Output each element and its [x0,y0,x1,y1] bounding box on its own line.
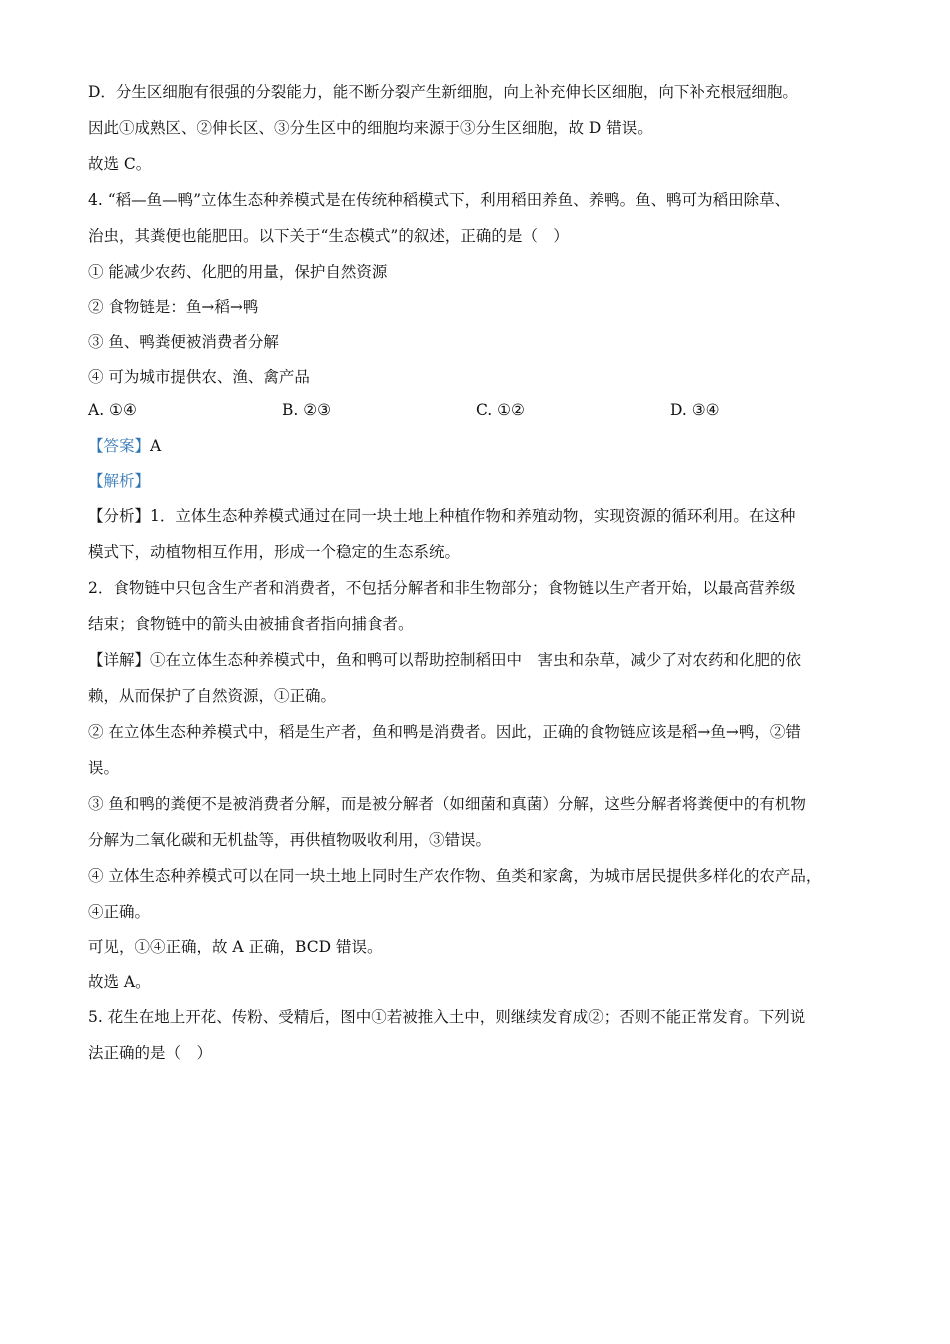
question-5-stem: 法正确的是（ ） [88,1044,213,1062]
text-line: ③ 鱼和鸭的粪便不是被消费者分解，而是被分解者（如细菌和真菌）分解，这些分解者将粪便中的有机物 [88,795,806,813]
text-line: 故选 C。 [88,155,152,173]
text-line: 赖，从而保护了自然资源，①正确。 [88,687,337,705]
text-line: ② 在立体生态种养模式中，稻是生产者，鱼和鸭是消费者。因此，正确的食物链应该是稻→鱼→鸭，②错 [88,723,801,741]
question-4-stem: 4. “稻—鱼—鸭”立体生态种养模式是在传统种稻模式下，利用稻田养鱼、养鸭。鱼、鸭可为稻田除草、 [88,191,791,209]
answer-value: A [150,437,162,455]
text-line: 可见，①④正确，故 A 正确，BCD 错误。 [88,938,383,956]
option-b: B. ②③ [282,401,332,419]
statement-2: ② 食物链是：鱼→稻→鸭 [88,298,259,316]
option-a: A. ①④ [88,401,137,419]
statement-1: ① 能减少农药、化肥的用量，保护自然资源 [88,263,388,281]
text-line: D．分生区细胞有很强的分裂能力，能不断分裂产生新细胞，向上补充伸长区细胞，向下补充根冠细胞。 [88,83,798,101]
question-4-stem: 治虫，其粪便也能肥田。以下关于“生态模式”的叙述，正确的是（ ） [88,227,569,245]
text-line: 故选 A。 [88,973,151,991]
text-line: 模式下，动植物相互作用，形成一个稳定的生态系统。 [88,543,461,561]
text-line: 2．食物链中只包含生产者和消费者，不包括分解者和非生物部分；食物链以生产者开始，以最高营养级 [88,579,796,597]
question-5-stem: 5. 花生在地上开花、传粉、受精后，图中①若被推入土中，则继续发育成②；否则不能正常发育。下列说 [88,1008,806,1026]
text-line: 【分析】1．立体生态种养模式通过在同一块土地上种植作物和养殖动物，实现资源的循环利用。在这种 [88,507,796,525]
text-line: 【详解】①在立体生态种养模式中，鱼和鸭可以帮助控制稻田中 害虫和杂草，减少了对农药和化肥的依 [88,651,802,669]
text-line: ④ 立体生态种养模式可以在同一块土地上同时生产农作物、鱼类和家禽，为城市居民提供多样化的农产品， [88,867,822,885]
text-line: 分解为二氧化碳和无机盐等，再供植物吸收利用，③错误。 [88,831,492,849]
text-line: 因此①成熟区、②伸长区、③分生区中的细胞均来源于③分生区细胞，故 D 错误。 [88,119,653,137]
statement-3: ③ 鱼、鸭粪便被消费者分解 [88,333,279,351]
option-d: D. ③④ [670,401,720,419]
text-line: ④正确。 [88,903,151,921]
option-c: C. ①② [476,401,525,419]
analysis-label: 【解析】 [88,472,151,490]
statement-4: ④ 可为城市提供农、渔、禽产品 [88,368,310,386]
answer-label: 【答案】 [88,437,151,455]
answer-line [88,436,161,456]
text-line: 结束；食物链中的箭头由被捕食者指向捕食者。 [88,615,414,633]
text-line: 误。 [88,759,120,777]
